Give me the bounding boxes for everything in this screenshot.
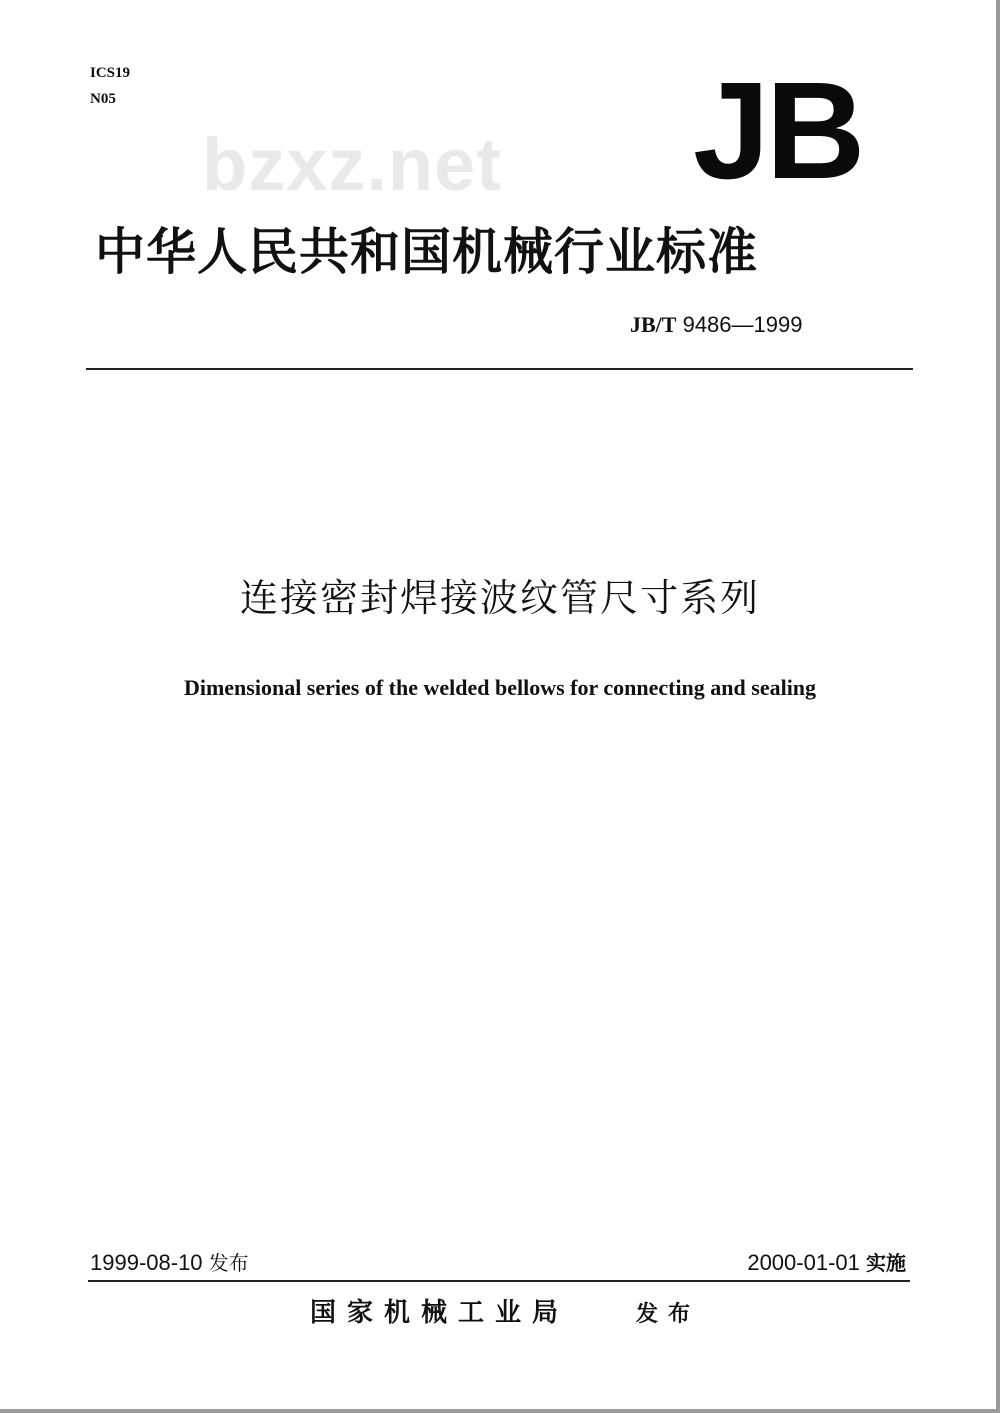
implementation-date-label: 实施 (866, 1251, 906, 1275)
standard-title: 中华人民共和国机械行业标准 (95, 223, 758, 281)
document-title-chinese: 连接密封焊接波纹管尺寸系列 (239, 576, 760, 620)
footer-divider (88, 1280, 910, 1282)
issue-date-value: 1999-08-10 (90, 1250, 203, 1275)
issue-date (90, 1248, 249, 1278)
standard-number-prefix: JB/T (630, 312, 677, 337)
jb-logo: JB (693, 54, 862, 208)
publisher-name: 国家机械工业局 (310, 1298, 570, 1328)
standard-number (630, 311, 802, 339)
issue-date-label: 发布 (208, 1251, 249, 1275)
page-edge-bottom (0, 1409, 1000, 1413)
ccs-code: N05 (90, 91, 116, 107)
header-divider (86, 368, 913, 370)
implementation-date-value: 2000-01-01 (747, 1250, 860, 1275)
standard-number-value: 9486—1999 (676, 312, 803, 337)
ics-code: ICS19 (90, 65, 131, 81)
page-edge-right (996, 0, 1000, 1413)
document-title-english: Dimensional series of the welded bellows for connecting and sealing (183, 675, 817, 700)
implementation-date (747, 1248, 906, 1278)
classification-codes (90, 60, 130, 112)
watermark: bzxz.net (202, 123, 502, 206)
publisher-action: 发布 (636, 1302, 701, 1327)
